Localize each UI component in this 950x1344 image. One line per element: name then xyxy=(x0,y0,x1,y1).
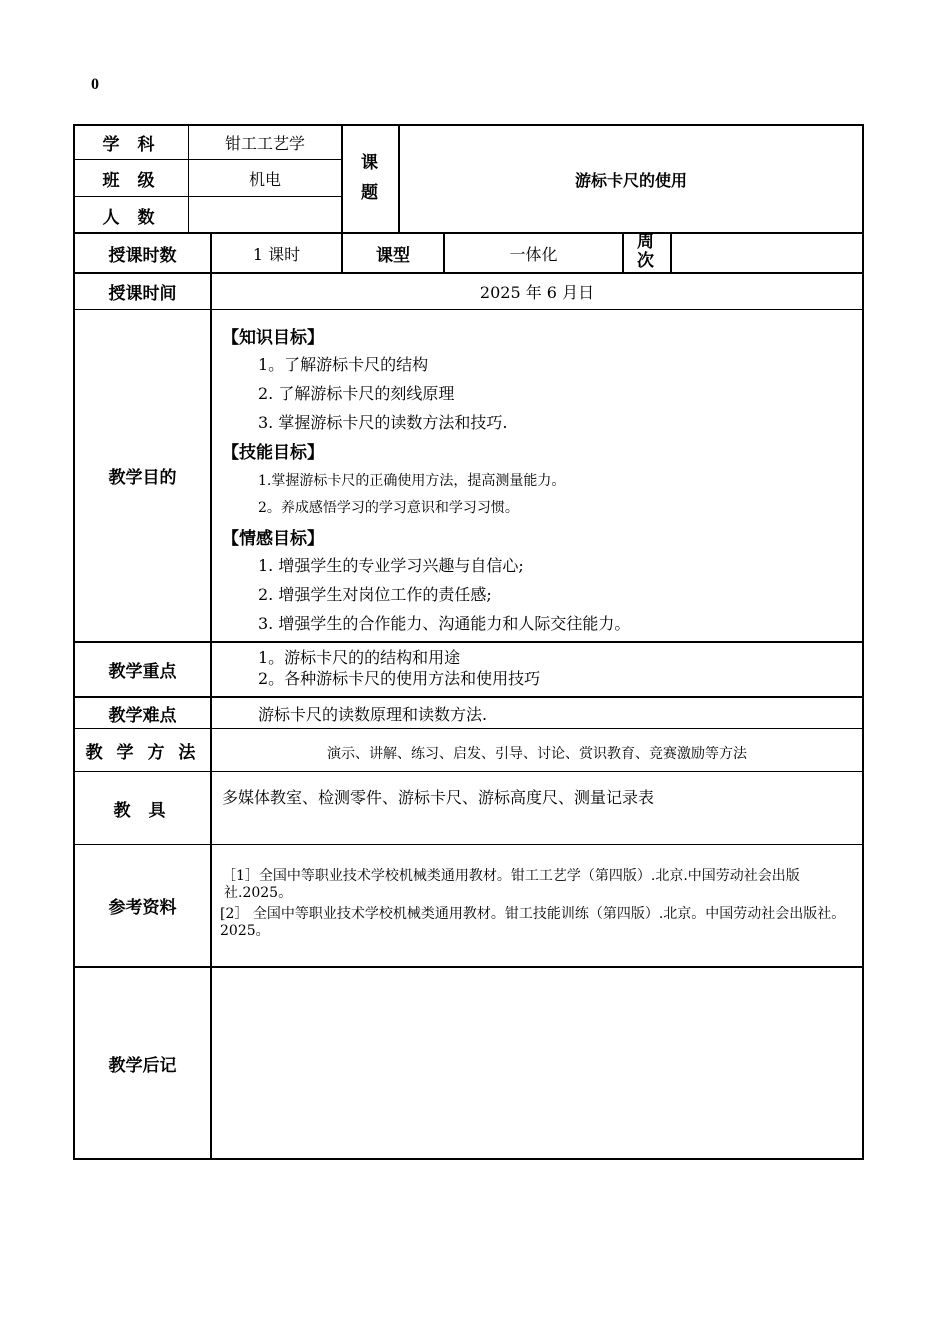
subject-value: 钳工工艺学 xyxy=(224,133,305,153)
type-label: 课型 xyxy=(376,245,410,266)
list-item: 1.掌握游标卡尺的正确使用方法，提高测量能力。 xyxy=(258,473,566,489)
divider xyxy=(622,233,624,273)
reference-item: ［1］全国中等职业技术学校机械类通用教材。钳工工艺学（第四版）.北京.中国劳动社会出版社.2025。 xyxy=(222,868,800,901)
list-item: 3. 增强学生的合作能力、沟通能力和人际交往能力。 xyxy=(258,614,631,633)
count-value xyxy=(189,197,341,233)
skill-title: 【技能目标】 xyxy=(222,443,324,463)
references-label: 参考资料 xyxy=(108,898,177,918)
time-value: 2025 年 6 月日 xyxy=(479,283,595,302)
objectives-label: 教学目的 xyxy=(108,468,177,488)
count-label: 人 数 xyxy=(102,207,161,228)
key-points-label: 教学重点 xyxy=(108,662,177,682)
list-item: 2。养成感悟学习的学习意识和学习习惯。 xyxy=(258,500,519,516)
hours-label: 授课时数 xyxy=(108,245,177,266)
list-item: 1. 增强学生的专业学习兴趣与自信心; xyxy=(258,556,524,575)
subject-label: 学 科 xyxy=(102,134,161,155)
emotion-title: 【情感目标】 xyxy=(222,529,324,549)
time-label: 授课时间 xyxy=(108,284,177,304)
list-item: 1。了解游标卡尺的结构 xyxy=(258,355,429,374)
topic-value: 游标卡尺的使用 xyxy=(574,170,687,190)
type-value: 一体化 xyxy=(509,244,558,264)
class-label: 班 级 xyxy=(102,170,161,191)
list-item: 2. 增强学生对岗位工作的责任感; xyxy=(258,585,492,604)
list-item: 2. 了解游标卡尺的刻线原理 xyxy=(258,384,455,403)
list-item: 2。各种游标卡尺的使用方法和使用技巧 xyxy=(258,669,541,688)
week-label-2: 次 xyxy=(637,251,654,271)
methods-label: 教 学 方 法 xyxy=(85,742,200,763)
page-number: 0 xyxy=(91,76,99,93)
divider xyxy=(341,124,343,233)
week-label-1: 周 xyxy=(637,232,654,252)
week-value xyxy=(672,234,862,272)
topic-label-2: 题 xyxy=(361,183,378,203)
difficulties-label: 教学难点 xyxy=(108,705,177,726)
hours-value: 1 课时 xyxy=(252,244,301,264)
tools-value: 多媒体教室、检测零件、游标卡尺、游标高度尺、测量记录表 xyxy=(222,788,655,807)
postscript-value xyxy=(212,968,862,1158)
reference-item: [2］ 全国中等职业技术学校机械类通用教材。钳工技能训练（第四版）.北京。中国劳动社会出版社。2025。 xyxy=(220,906,846,939)
class-value: 机电 xyxy=(248,169,281,189)
postscript-label: 教学后记 xyxy=(108,1055,177,1076)
methods-value: 演示、讲解、练习、启发、引导、讨论、赏识教育、竞赛激励等方法 xyxy=(327,745,747,762)
difficulties-value: 游标卡尺的读数原理和读数方法. xyxy=(258,705,488,724)
topic-label-1: 课 xyxy=(361,153,378,173)
tools-label: 教 具 xyxy=(113,800,172,821)
knowledge-title: 【知识目标】 xyxy=(222,328,324,348)
list-item: 3. 掌握游标卡尺的读数方法和技巧. xyxy=(258,413,508,432)
list-item: 1。游标卡尺的的结构和用途 xyxy=(258,648,461,667)
